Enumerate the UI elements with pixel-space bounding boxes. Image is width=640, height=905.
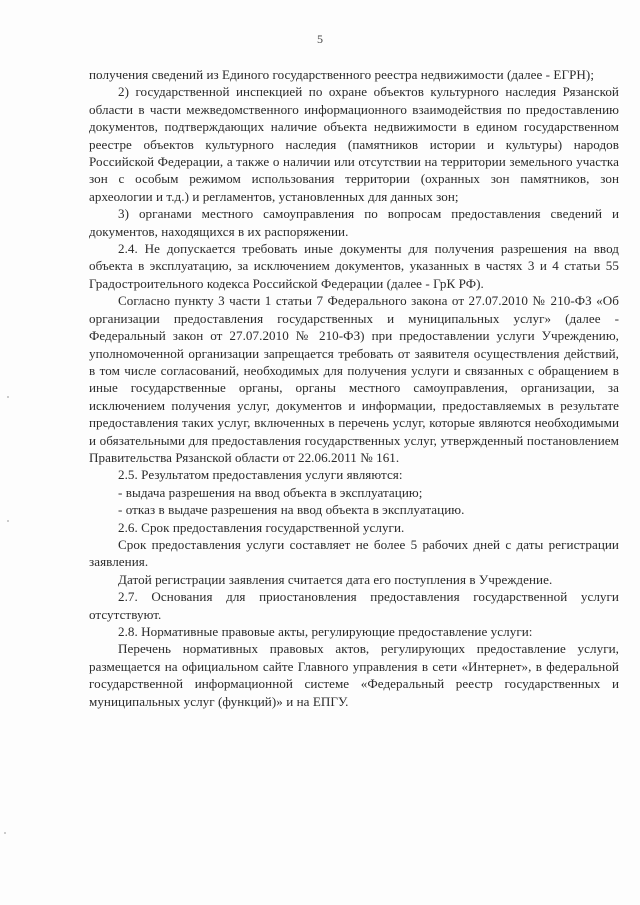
paragraph-term: Срок предоставления услуги составляет не более 5 рабочих дней с даты регистрации заявления. <box>89 536 619 570</box>
paragraph-registration-date: Датой регистрации заявления считается дата его поступления в Учреждение. <box>118 571 553 587</box>
paragraph-2-8-heading: 2.8. Нормативные правовые акты, регулирующие предоставление услуги: <box>118 624 533 639</box>
paragraph-legal-acts-list: Перечень нормативных правовых актов, регулирующих предоставление услуги, размещается на официальном сайте Главного управления в сети «Интернет», в федеральной государственной информационной системе «Федеральный реестр государственных и муниципальных услуг (функций)» и на ЕПГУ. <box>89 641 619 709</box>
paragraph-federal-law-210: Согласно пункту 3 части 1 статьи 7 Федерального закона от 27.07.2010 № 210-ФЗ «Об организации предоставления государственных и муниципальных услуг» (далее - Федеральный закон от 27.07.2010 № 210-ФЗ) при предоставлении услуги Учреждению, уполномоченной организации запрещается требовать от заявителя осуществления действий, в том числе согласований, необходимых для получения услуги и связанных с обращением в иные государственные органы, органы местного самоуправления, организации, за исключением получения услуг, документов и информации, предоставляемых в результате предоставления таких услуг, включенных в перечень услуг, которые являются необходимыми и обязательными для предоставления государственных услуг, утвержденный постановлением Правительства Рязанской области от 22.06.2011 № 161. <box>89 293 619 465</box>
paragraph-2-4: 2.4. Не допускается требовать иные документы для получения разрешения на ввод объекта в эксплуатацию, за исключением документов, указанных в частях 3 и 4 статьи 55 Градостроительного кодекса Российской Федерации (далее - ГрК РФ). <box>89 241 619 291</box>
paragraph-2-6-heading: 2.6. Срок предоставления государственной услуги. <box>118 519 405 535</box>
paragraph-2-7: 2.7. Основания для приостановления предоставления государственной услуги отсутствуют. <box>89 589 619 622</box>
scan-speck <box>7 520 9 522</box>
paragraph-result-refusal: - отказ в выдаче разрешения на ввод объекта в эксплуатацию. <box>118 502 465 518</box>
paragraph-item-3-local-government: 3) органами местного самоуправления по вопросам предоставления сведений и документов, находящихся в их распоряжении. <box>89 206 619 239</box>
paragraph-item-2-cultural-heritage: 2) государственной инспекцией по охране объектов культурного наследия Рязанской области в части межведомственного информационного взаимодействия по предоставлению документов, подтверждающих наличие объекта недвижимости в едином государственном реестре объектов культурного наследия (памятников истории и культуры) народов Российской Федерации, а также о наличии или отсутствии на территории земельного участка зон с особым режимом использования территории (охранных зон памятников, зон археологии и т.д.) и регламентов, установленных для данных зон; <box>89 84 619 204</box>
paragraph-2-5-heading: 2.5. Результатом предоставления услуги являются: <box>118 467 403 483</box>
paragraph-egrn-continuation: получения сведений из Единого государственного реестра недвижимости (далее - ЕГРН); <box>89 67 595 82</box>
document-body <box>89 66 619 710</box>
paragraph-result-issue: - выдача разрешения на ввод объекта в эксплуатацию; <box>118 484 423 500</box>
scan-speck <box>4 832 6 834</box>
scan-speck <box>7 396 9 398</box>
page-number: 5 <box>317 32 323 46</box>
